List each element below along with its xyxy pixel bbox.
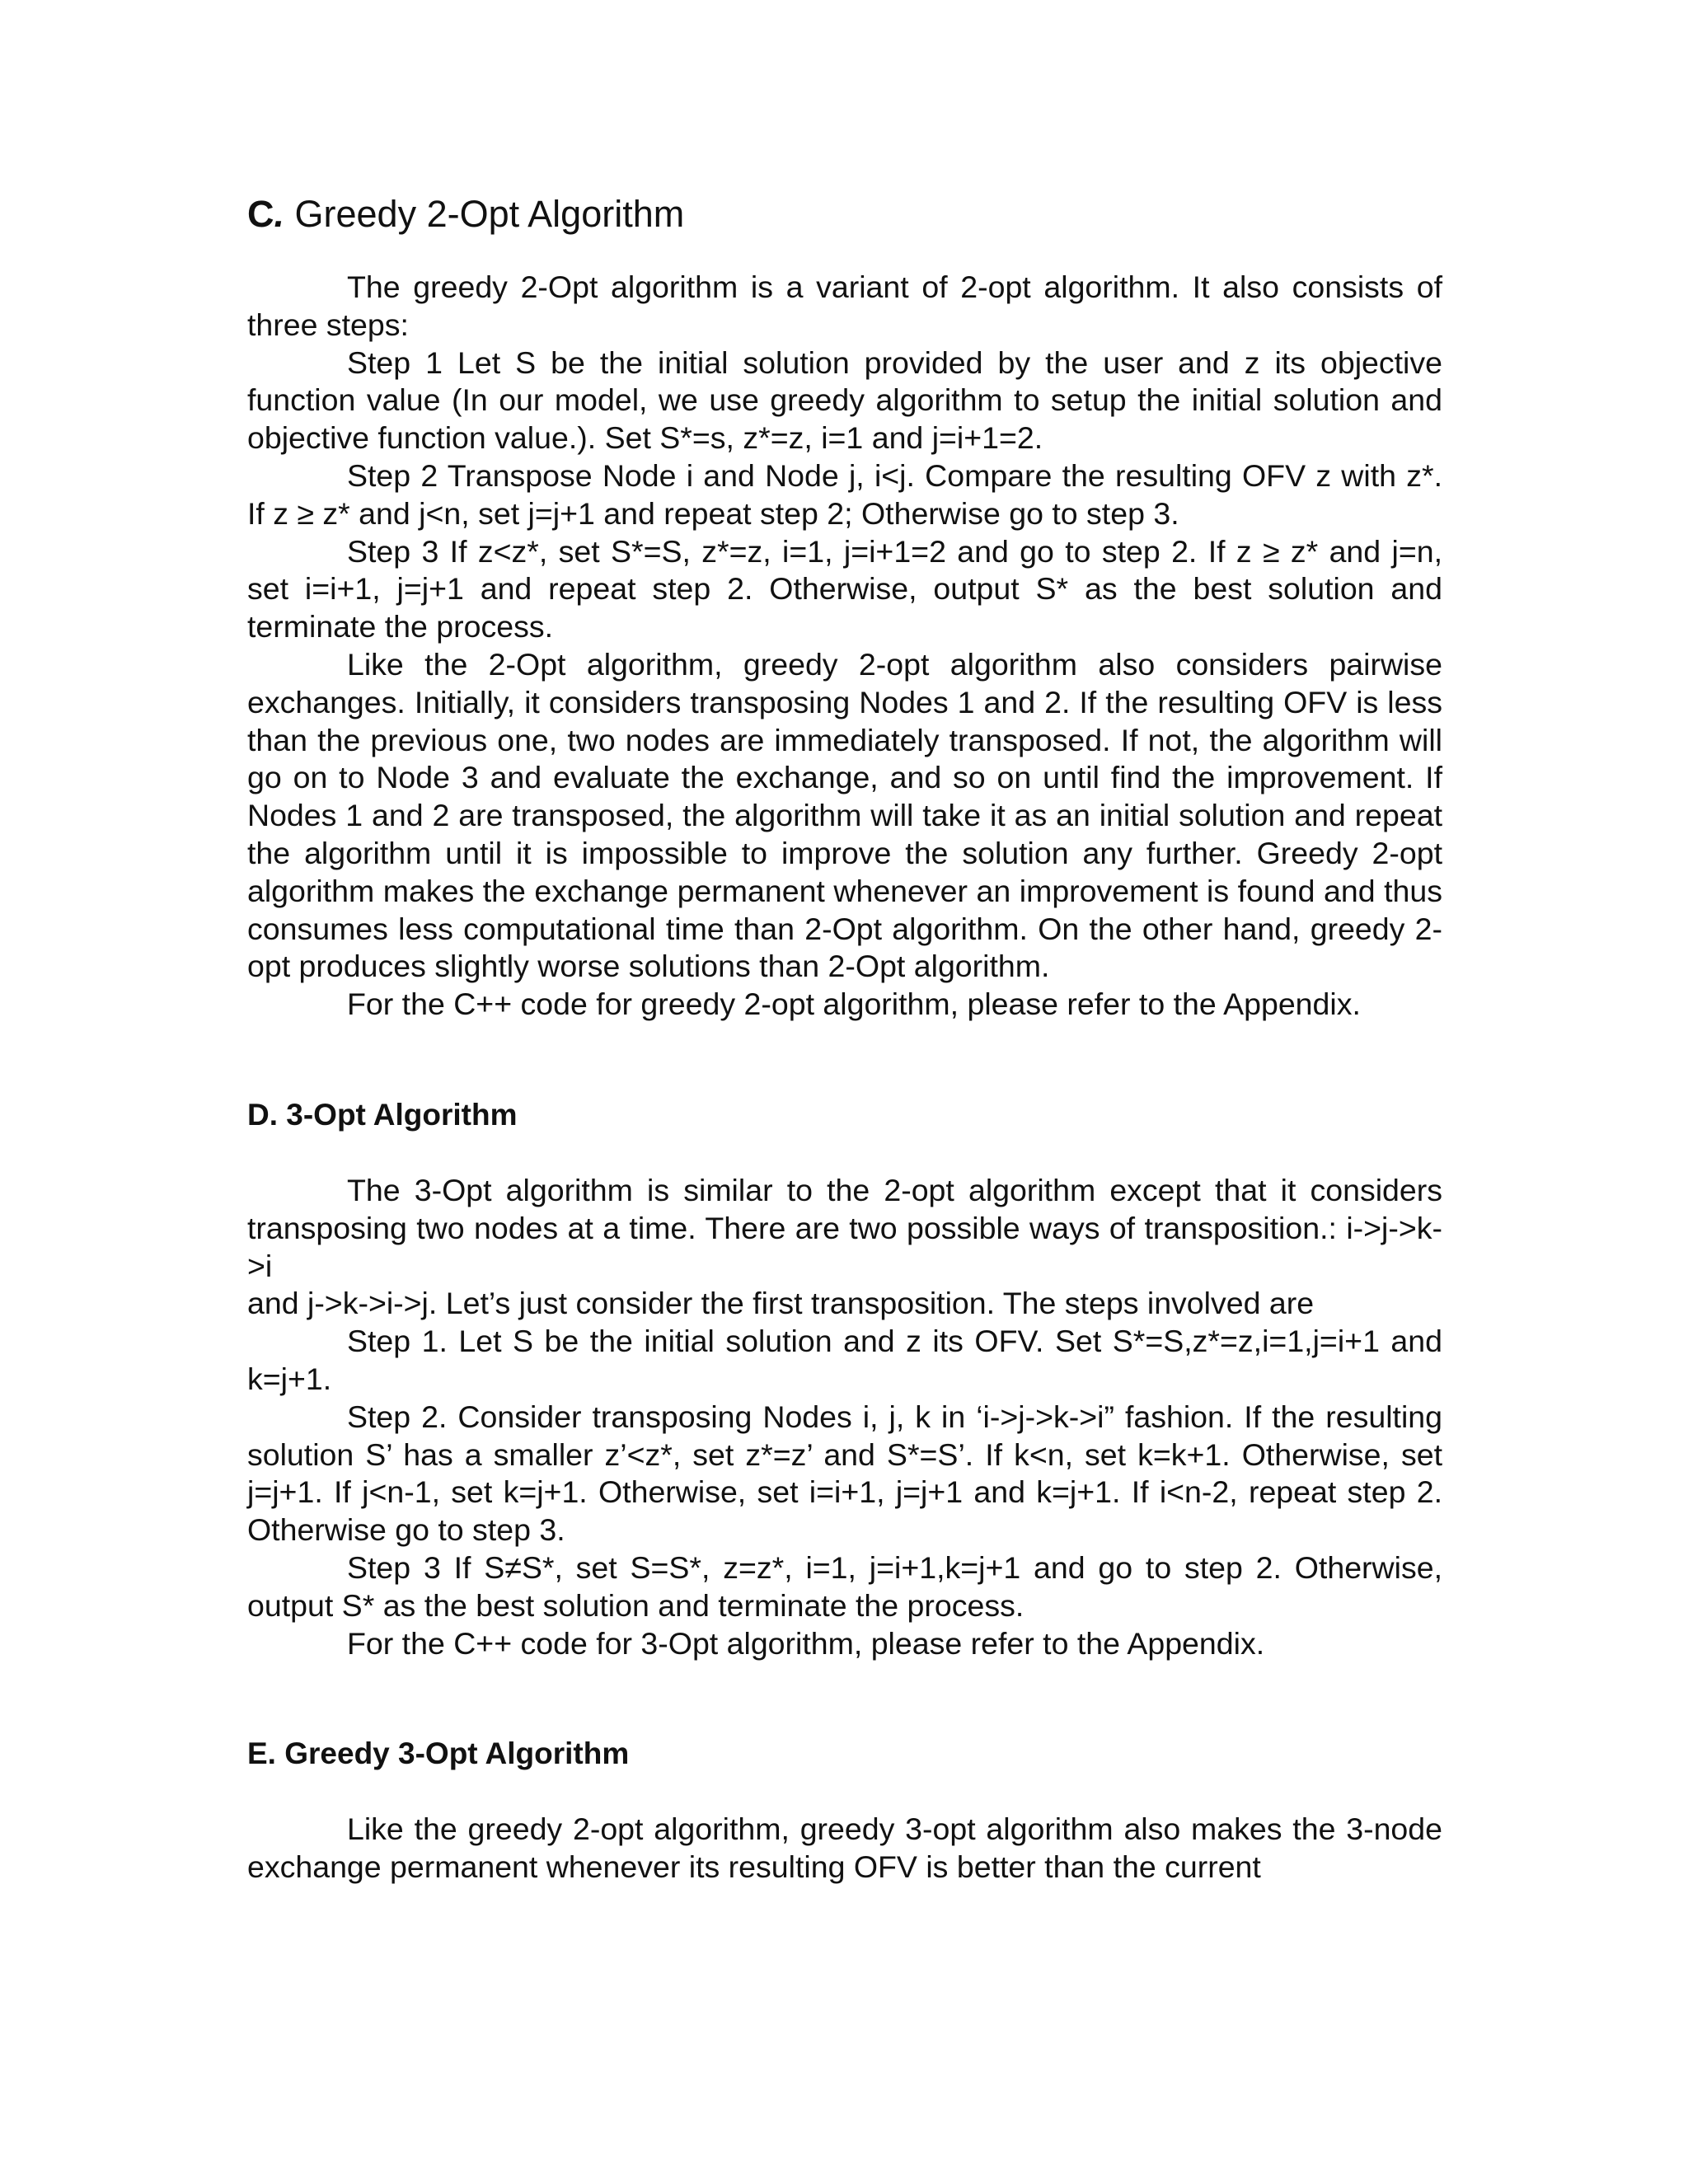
section-c-step-3: Step 3 If z<z*, set S*=S, z*=z, i=1, j=i+1=2 and go to step 2. If z ≥ z* and j=n, set i=i+1, j=j+1 and repeat step 2. Otherwise, output S* as the best solution and terminate the process. xyxy=(247,533,1442,644)
section-c-paragraph: The greedy 2-Opt algorithm is a variant of 2-opt algorithm. It also consists of three steps: xyxy=(247,269,1442,342)
section-d-paragraph: The 3-Opt algorithm is similar to the 2-opt algorithm except that it considers transposing two nodes at a time. There are two possible ways of transposition.: i->j->k->i xyxy=(247,1172,1442,1283)
section-c-letter: C xyxy=(247,193,274,235)
spacer xyxy=(247,1024,1442,1094)
section-c-step-1: Step 1 Let S be the initial solution provided by the user and z its objective function value (In our model, we use greedy algorithm to setup the initial solution and objective function value.). Set S*=s, z*=z, i=1 and j=i+1=2. xyxy=(247,344,1442,456)
section-e-paragraph: Like the greedy 2-opt algorithm, greedy 3-opt algorithm also makes the 3-node exchange permanent whenever its resulting OFV is better than the current xyxy=(247,1811,1442,1885)
section-d-paragraph: and j->k->i->j. Let’s just consider the first transposition. The steps involved are xyxy=(247,1286,1315,1321)
section-d-step-3: Step 3 If S≠S*, set S=S*, z=z*, i=1, j=i+1,k=j+1 and go to step 2. Otherwise, output S* as the best solution and terminate the process. xyxy=(247,1549,1442,1623)
document-page xyxy=(247,190,1442,1886)
section-e-heading: E. Greedy 3-Opt Algorithm xyxy=(247,1736,630,1771)
section-c-title: Greedy 2-Opt Algorithm xyxy=(284,193,685,235)
section-c-step-2: Step 2 Transpose Node i and Node j, i<j. Compare the resulting OFV z with z*. If z ≥ z* and j<n, set j=j+1 and repeat step 2; Otherwise go to step 3. xyxy=(247,457,1442,531)
section-c-dot: . xyxy=(274,193,285,235)
section-d-appendix-note: For the C++ code for 3-Opt algorithm, please refer to the Appendix. xyxy=(347,1625,1265,1661)
spacer xyxy=(247,1774,1442,1811)
section-d-step-1: Step 1. Let S be the initial solution and z its OFV. Set S*=S,z*=z,i=1,j=i+1 and k=j+1. xyxy=(247,1324,1442,1396)
section-d-heading: D. 3-Opt Algorithm xyxy=(247,1097,518,1132)
section-c-paragraph: Like the 2-Opt algorithm, greedy 2-opt algorithm also considers pairwise exchanges. Initially, it considers transposing Nodes 1 and 2. If the resulting OFV is less than the previous one, two nodes are immediately transposed. If not, the algorithm will go on to Node 3 and evaluate the exchange, and so on until find the improvement. If Nodes 1 and 2 are transposed, the algorithm will take it as an initial solution and repeat the algorithm until it is impossible to improve the solution any further. Greedy 2-opt algorithm makes the exchange permanent whenever an improvement is found and thus consumes less computational time than 2-Opt algorithm. On the other hand, greedy 2-opt produces slightly worse solutions than 2-Opt algorithm. xyxy=(247,646,1442,984)
spacer xyxy=(247,1136,1442,1172)
section-c-heading xyxy=(247,190,1442,239)
section-d-step-2: Step 2. Consider transposing Nodes i, j, k in ‘i->j->k->i” fashion. If the resulting solution S’ has a smaller z’<z*, set z*=z’ and S*=S’. If k<n, set k=k+1. Otherwise, set j=j+1. If j<n-1, set k=j+1. Otherwise, set i=i+1, j=j+1 and k=j+1. If i<n-2, repeat step 2. Otherwise go to step 3. xyxy=(247,1399,1442,1548)
section-c-appendix-note: For the C++ code for greedy 2-opt algorithm, please refer to the Appendix. xyxy=(347,987,1361,1022)
spacer xyxy=(247,1662,1442,1733)
